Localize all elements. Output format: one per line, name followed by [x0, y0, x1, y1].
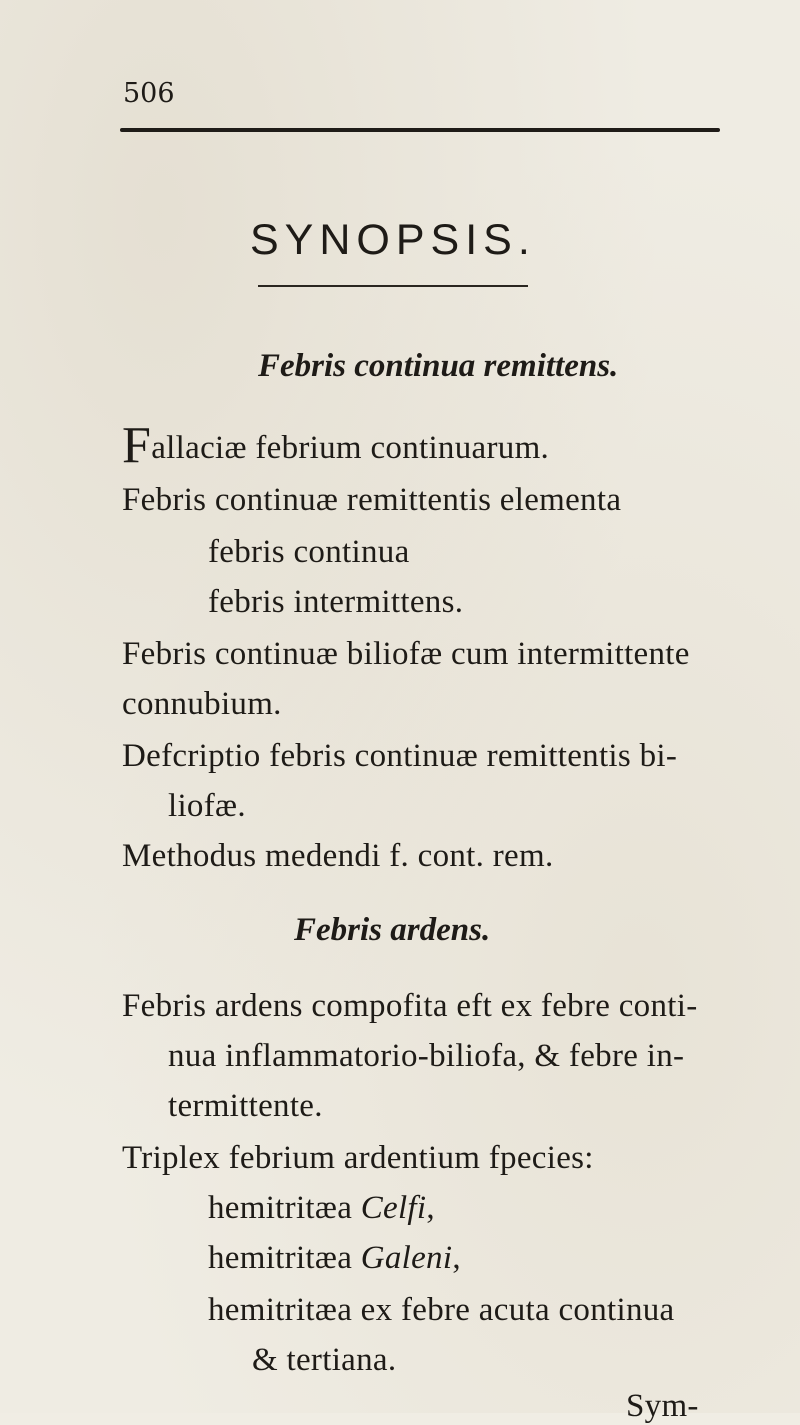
text-line: & tertiana. [252, 1342, 397, 1378]
text-line: connubium. [122, 686, 282, 722]
text-line [122, 417, 550, 474]
text-line [208, 1240, 461, 1277]
text-line: Febris continuæ remittentis elementa [122, 482, 622, 518]
catchword: Sym- [626, 1388, 699, 1424]
text-line: Defcriptio febris continuæ remittentis bi- [122, 738, 678, 774]
text-suffix: , [452, 1240, 461, 1276]
page-number: 506 [123, 78, 175, 109]
text-line: Triplex febrium ardentium fpecies: [122, 1140, 594, 1176]
text-line [208, 1190, 435, 1227]
drop-cap: F [122, 417, 152, 474]
text-line: termittente. [168, 1088, 323, 1124]
text-prefix: hemitritæa [208, 1240, 361, 1276]
section-heading-febris-continua-remittens: Febris continua remittens. [258, 348, 619, 384]
text-suffix: , [426, 1190, 435, 1226]
page-title: SYNOPSIS. [250, 216, 536, 264]
title-rule [258, 285, 528, 287]
text-line: febris intermittens. [208, 584, 464, 620]
author-name: Celfi [360, 1190, 427, 1226]
text-line: hemitritæa ex febre acuta continua [208, 1292, 675, 1328]
top-rule [120, 128, 720, 132]
text-line: liofæ. [168, 788, 246, 824]
section-heading-febris-ardens: Febris ardens. [294, 912, 491, 948]
text-line: nua inflammatorio-biliofa, & febre in- [168, 1038, 685, 1074]
text-prefix: hemitritæa [208, 1190, 361, 1226]
text-line: Methodus medendi f. cont. rem. [122, 838, 554, 874]
text-line: febris continua [208, 534, 410, 570]
text-line: Febris ardens compofita eft ex febre conti- [122, 988, 698, 1024]
text-line-rest: allaciæ febrium continuarum. [151, 430, 550, 466]
author-name: Galeni [360, 1240, 453, 1276]
text-line: Febris continuæ biliofæ cum intermittente [122, 636, 690, 672]
